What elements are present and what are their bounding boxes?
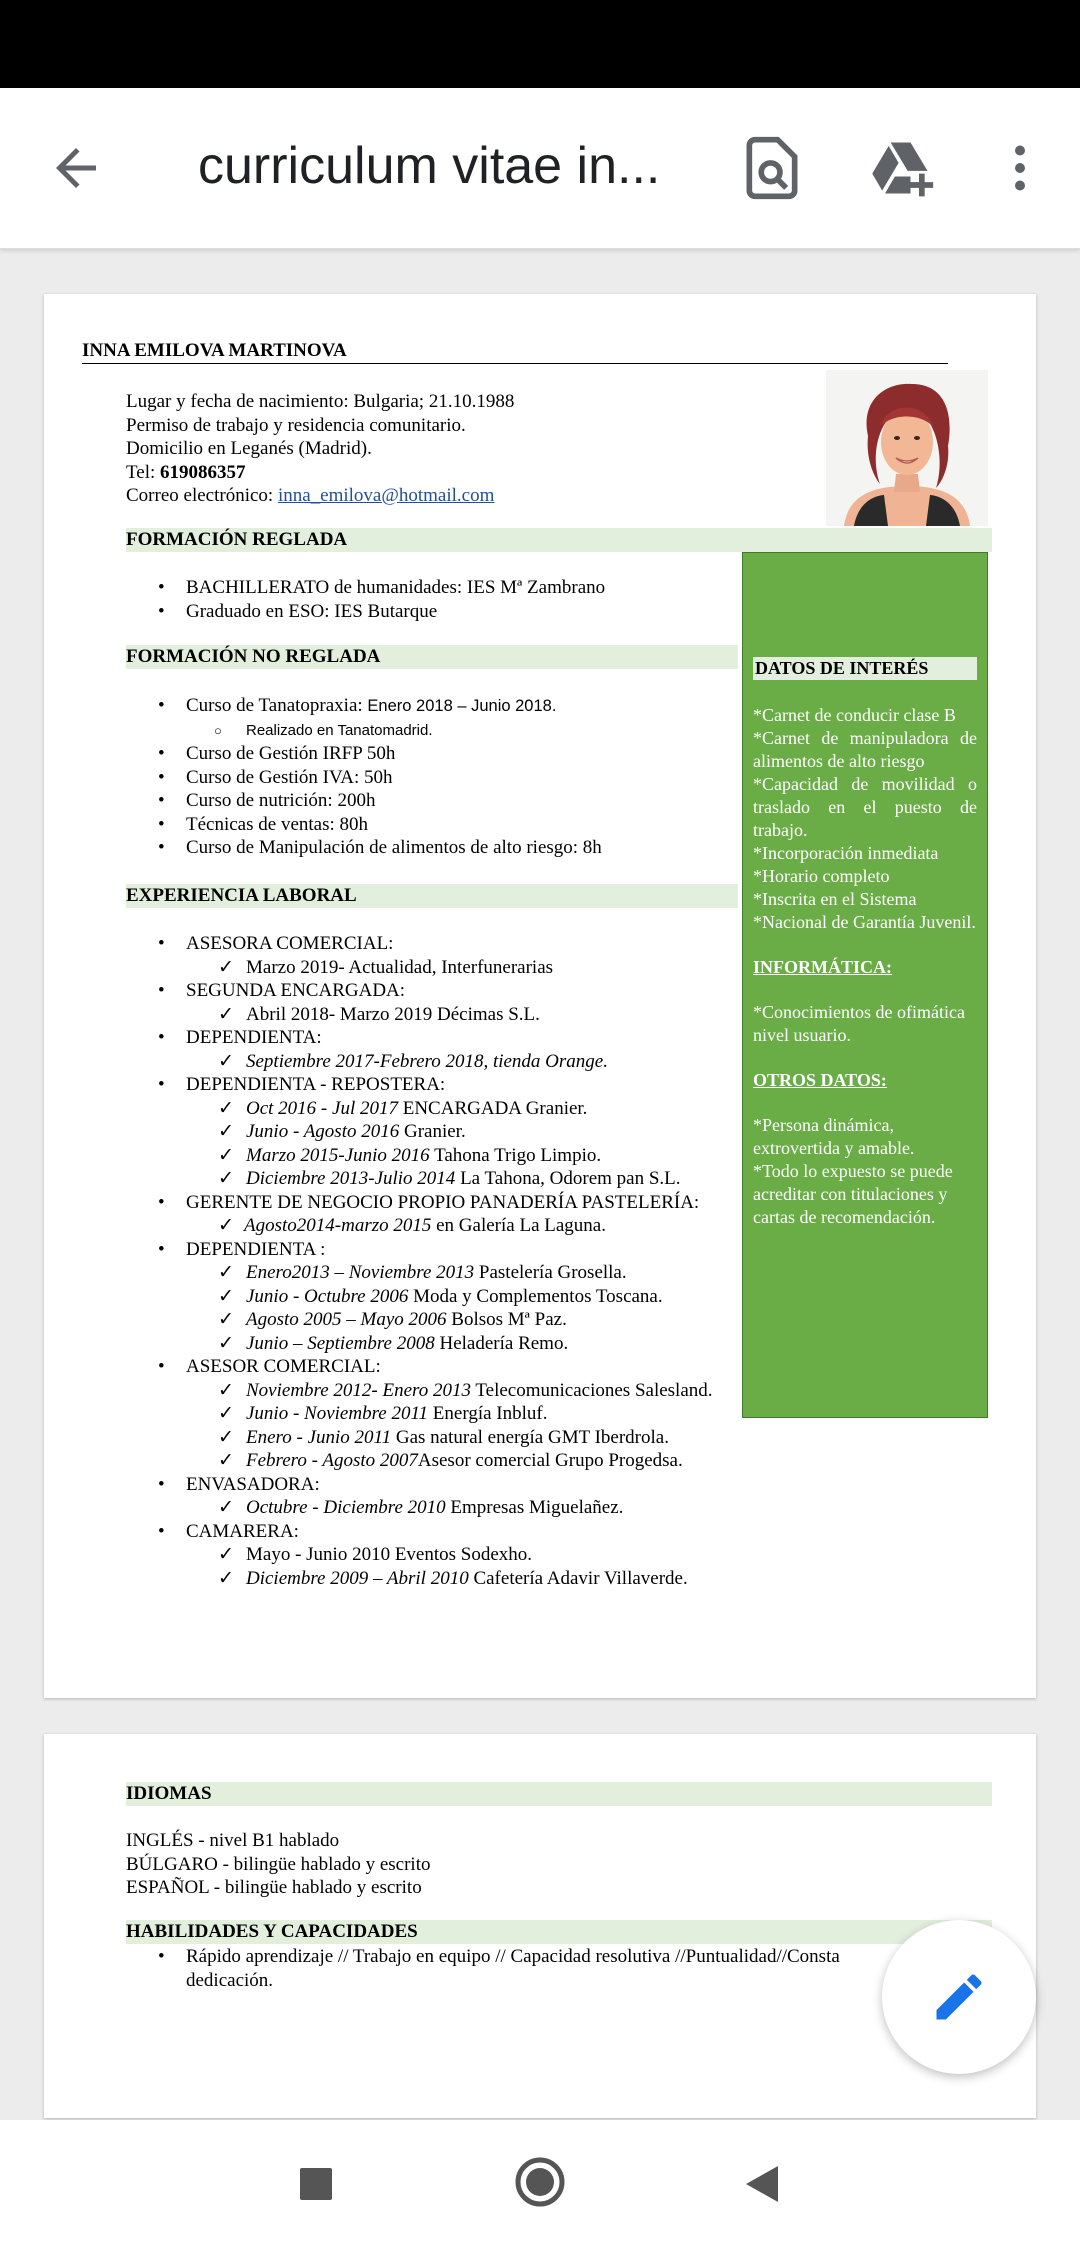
- profile-photo: [826, 370, 988, 526]
- list-item: • Curso de nutrición: 200h: [126, 789, 992, 813]
- app-bar: [0, 88, 1080, 249]
- sidebar-item: *Carnet de manipuladora de alimentos de alto riesgo: [753, 728, 977, 771]
- birth-info: Lugar y fecha de nacimiento: Bulgaria; 21.10.1988: [126, 391, 515, 412]
- job-entry: ✓ Agosto2014-marzo 2015 en Galería La Laguna.: [126, 1214, 992, 1238]
- cv-name: INNA EMILOVA MARTINOVA: [82, 340, 948, 364]
- otros-datos-text: *Persona dinámica, extrovertida y amable.: [753, 1115, 915, 1158]
- datos-de-interes-header: DATOS DE INTERÉS: [753, 657, 977, 680]
- job-entry: ✓ Enero2013 – Noviembre 2013 Pastelería Grosella.: [126, 1261, 992, 1285]
- list-item: • Curso de Tanatopraxia: Enero 2018 – Junio 2018.: [126, 694, 992, 719]
- job-title: • SEGUNDA ENCARGADA:: [126, 979, 992, 1003]
- job-title: • DEPENDIENTA:: [126, 1026, 992, 1050]
- edit-fab-button[interactable]: [882, 1920, 1036, 2074]
- sidebar-item: *Nacional de Garantía Juvenil.: [753, 912, 976, 932]
- job-entry: ✓ Septiembre 2017-Febrero 2018, tienda Orange.: [126, 1050, 992, 1074]
- job-entry: ✓ Junio – Septiembre 2008 Heladería Remo.: [126, 1332, 992, 1356]
- list-item: • Curso de Gestión IRFP 50h: [126, 742, 992, 766]
- home-button-icon[interactable]: [514, 2156, 566, 2208]
- job-entry: ✓ Abril 2018- Marzo 2019 Décimas S.L.: [126, 1003, 992, 1027]
- job-entry: ✓ Noviembre 2012- Enero 2013 Telecomunicaciones Salesland.: [126, 1379, 992, 1403]
- address: Domicilio en Leganés (Madrid).: [126, 438, 372, 459]
- idiomas-header: IDIOMAS: [126, 1782, 992, 1806]
- job-entry: ✓ Marzo 2019- Actualidad, Interfunerarias: [126, 956, 992, 980]
- recents-button-icon[interactable]: [296, 2164, 336, 2204]
- email: Correo electrónico: inna_emilova@hotmail.com: [126, 485, 495, 506]
- job-entry: ✓ Mayo - Junio 2010 Eventos Sodexho.: [126, 1543, 992, 1567]
- phone: Tel: 619086357: [126, 461, 246, 483]
- job-entry: ✓ Junio - Noviembre 2011 Energía Inbluf.: [126, 1402, 992, 1426]
- habilidades-header: HABILIDADES Y CAPACIDADES: [126, 1920, 992, 1944]
- back-arrow-icon[interactable]: [46, 138, 106, 198]
- sidebar-item: *Horario completo: [753, 866, 890, 886]
- job-entry: ✓ Diciembre 2009 – Abril 2010 Cafetería Adavir Villaverde.: [126, 1567, 992, 1591]
- language-item: BÚLGARO - bilingüe hablado y escrito: [126, 1853, 431, 1875]
- sidebar-item: *Incorporación inmediata: [753, 843, 939, 863]
- job-entry: ✓ Oct 2016 - Jul 2017 ENCARGADA Granier.: [126, 1097, 992, 1121]
- sidebar-item: *Capacidad de movilidad o traslado en el puesto de trabajo.: [753, 774, 977, 840]
- job-entry: ✓ Febrero - Agosto 2007Asesor comercial Grupo Progedsa.: [126, 1449, 992, 1473]
- list-item: • Graduado en ESO: IES Butarque: [126, 600, 992, 624]
- otros-datos-text: *Todo lo expuesto se puede acreditar con titulaciones y cartas de recomendación.: [753, 1161, 953, 1227]
- list-item: • Curso de Gestión IVA: 50h: [126, 766, 992, 790]
- job-entry: ✓ Marzo 2015-Junio 2016 Tahona Trigo Limpio.: [126, 1144, 992, 1168]
- list-item: • BACHILLERATO de humanidades: IES Mª Zambrano: [126, 576, 992, 600]
- language-item: INGLÉS - nivel B1 hablado: [126, 1830, 340, 1851]
- experiencia-laboral-header: EXPERIENCIA LABORAL: [126, 884, 738, 908]
- list-item: • Técnicas de ventas: 80h: [126, 813, 992, 837]
- job-title: • ASESORA COMERCIAL:: [126, 932, 992, 956]
- idiomas-list: [126, 1829, 992, 1900]
- job-title: • ENVASADORA:: [126, 1473, 992, 1497]
- personal-info: [126, 390, 514, 508]
- datos-de-interes-sidebar: [742, 552, 988, 1418]
- job-entry: ✓ Enero - Junio 2011 Gas natural energía GMT Iberdrola.: [126, 1426, 992, 1450]
- back-button-icon[interactable]: [742, 2162, 782, 2206]
- habilidades-list: [126, 1945, 886, 1992]
- otros-datos-header: OTROS DATOS:: [753, 1070, 887, 1090]
- informatica-header: INFORMÁTICA:: [753, 957, 892, 977]
- email-link[interactable]: inna_emilova@hotmail.com: [277, 485, 495, 506]
- job-title: • GERENTE DE NEGOCIO PROPIO PANADERÍA PASTELERÍA:: [126, 1191, 992, 1215]
- job-entry: ✓ Agosto 2005 – Mayo 2006 Bolsos Mª Paz.: [126, 1308, 992, 1332]
- job-entry: ✓ Diciembre 2013-Julio 2014 La Tahona, Odorem pan S.L.: [126, 1167, 992, 1191]
- job-entry: ✓ Junio - Octubre 2006 Moda y Complementos Toscana.: [126, 1285, 992, 1309]
- job-title: • DEPENDIENTA - REPOSTERA:: [126, 1073, 992, 1097]
- sidebar-item: *Inscrita en el Sistema: [753, 889, 917, 909]
- job-title: • ASESOR COMERCIAL:: [126, 1355, 992, 1379]
- job-title: • CAMARERA:: [126, 1520, 992, 1544]
- informatica-text: *Conocimientos de ofimática nivel usuario.: [753, 1002, 965, 1045]
- document-title: curriculum vitae in...: [198, 137, 661, 195]
- job-entry: ✓ Junio - Agosto 2016 Granier.: [126, 1120, 992, 1144]
- work-permit: Permiso de trabajo y residencia comunitario.: [126, 414, 466, 436]
- add-to-drive-icon[interactable]: [868, 134, 936, 202]
- more-options-icon[interactable]: [990, 134, 1050, 202]
- list-item: • Curso de Manipulación de alimentos de alto riesgo: 8h: [126, 836, 992, 860]
- formacion-no-reglada-header: FORMACIÓN NO REGLADA: [126, 645, 738, 669]
- pencil-icon: [929, 1967, 989, 2027]
- status-bar: [0, 0, 1080, 88]
- job-entry: ✓ Octubre - Diciembre 2010 Empresas Miguelañez.: [126, 1496, 992, 1520]
- list-sub-item: ○ Realizado en Tanatomadrid.: [126, 719, 992, 743]
- formacion-reglada-header: FORMACIÓN REGLADA: [126, 528, 992, 552]
- sidebar-item: *Carnet de conducir clase B: [753, 705, 956, 725]
- find-in-document-icon[interactable]: [738, 134, 806, 202]
- job-title: • DEPENDIENTA :: [126, 1238, 992, 1262]
- list-item-continuation: dedicación.: [186, 1969, 274, 1991]
- list-item: • Rápido aprendizaje // Trabajo en equipo // Capacidad resolutiva //Puntualidad//Consta: [126, 1945, 886, 1969]
- navigation-bar: [0, 2120, 1080, 2248]
- language-item: ESPAÑOL - bilingüe hablado y escrito: [126, 1877, 422, 1898]
